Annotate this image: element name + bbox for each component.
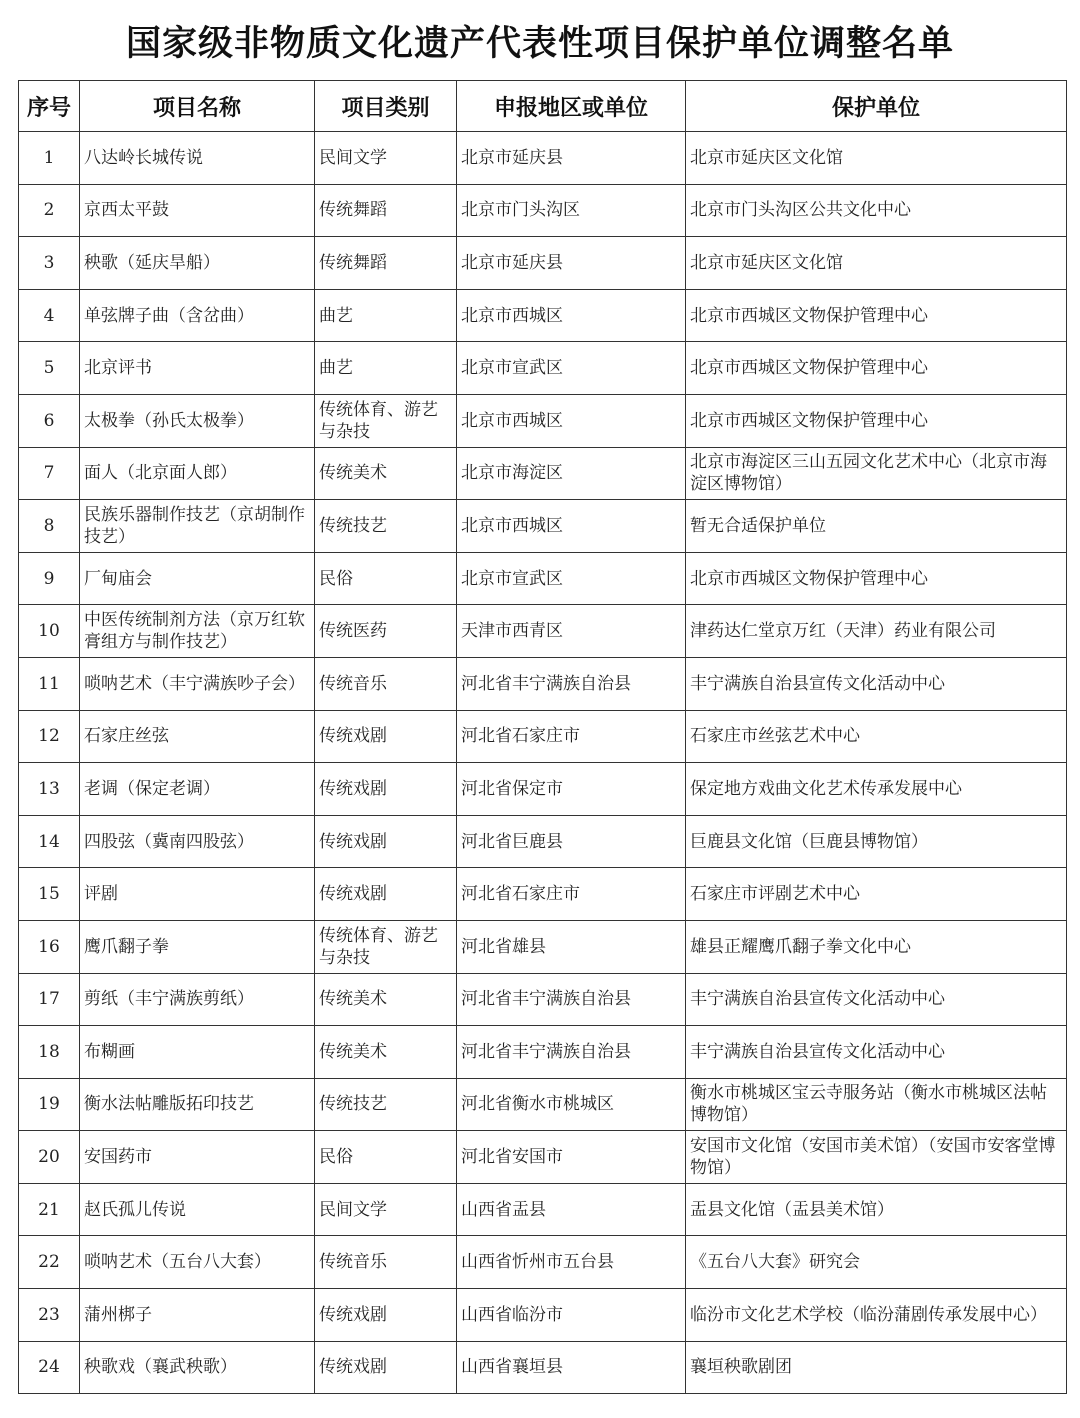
cell-protection-unit: 北京市西城区文物保护管理中心 [686, 342, 1067, 395]
cell-serial: 23 [19, 1289, 80, 1342]
cell-project-category: 曲艺 [315, 289, 457, 342]
table-row [19, 289, 1067, 342]
header-serial: 序号 [19, 81, 80, 132]
cell-serial: 8 [19, 500, 80, 553]
cell-protection-unit: 石家庄市丝弦艺术中心 [686, 710, 1067, 763]
cell-project-name: 八达岭长城传说 [80, 132, 315, 185]
cell-region: 山西省忻州市五台县 [457, 1236, 686, 1289]
cell-project-name: 赵氏孤儿传说 [80, 1183, 315, 1236]
table-row [19, 342, 1067, 395]
cell-region: 北京市宣武区 [457, 342, 686, 395]
table-row [19, 500, 1067, 553]
cell-project-category: 传统美术 [315, 447, 457, 500]
cell-project-name: 民族乐器制作技艺（京胡制作技艺） [80, 500, 315, 553]
cell-project-name: 北京评书 [80, 342, 315, 395]
cell-protection-unit: 北京市西城区文物保护管理中心 [686, 552, 1067, 605]
table-row [19, 394, 1067, 447]
cell-region: 河北省衡水市桃城区 [457, 1078, 686, 1131]
cell-project-category: 传统戏剧 [315, 868, 457, 921]
table-row [19, 1341, 1067, 1394]
cell-serial: 21 [19, 1183, 80, 1236]
cell-project-category: 传统美术 [315, 973, 457, 1026]
cell-protection-unit: 石家庄市评剧艺术中心 [686, 868, 1067, 921]
cell-region: 河北省丰宁满族自治县 [457, 657, 686, 710]
cell-protection-unit: 雄县正耀鹰爪翻子拳文化中心 [686, 920, 1067, 973]
cell-protection-unit: 北京市门头沟区公共文化中心 [686, 184, 1067, 237]
cell-project-category: 传统舞蹈 [315, 184, 457, 237]
table-header-row [19, 81, 1067, 132]
cell-project-name: 四股弦（冀南四股弦） [80, 815, 315, 868]
table-row [19, 920, 1067, 973]
table-row [19, 1183, 1067, 1236]
cell-serial: 19 [19, 1078, 80, 1131]
table-row [19, 1289, 1067, 1342]
cell-serial: 3 [19, 237, 80, 290]
cell-region: 山西省盂县 [457, 1183, 686, 1236]
cell-serial: 1 [19, 132, 80, 185]
cell-protection-unit: 津药达仁堂京万红（天津）药业有限公司 [686, 605, 1067, 658]
cell-protection-unit: 保定地方戏曲文化艺术传承发展中心 [686, 763, 1067, 816]
cell-project-name: 唢呐艺术（五台八大套） [80, 1236, 315, 1289]
cell-project-category: 传统体育、游艺与杂技 [315, 920, 457, 973]
cell-region: 天津市西青区 [457, 605, 686, 658]
cell-serial: 2 [19, 184, 80, 237]
cell-project-category: 传统医药 [315, 605, 457, 658]
cell-project-name: 中医传统制剂方法（京万红软膏组方与制作技艺） [80, 605, 315, 658]
cell-project-name: 秧歌（延庆旱船） [80, 237, 315, 290]
cell-region: 河北省保定市 [457, 763, 686, 816]
table-row [19, 815, 1067, 868]
cell-serial: 7 [19, 447, 80, 500]
cell-project-name: 单弦牌子曲（含岔曲） [80, 289, 315, 342]
cell-serial: 11 [19, 657, 80, 710]
cell-protection-unit: 盂县文化馆（盂县美术馆） [686, 1183, 1067, 1236]
cell-project-category: 传统体育、游艺与杂技 [315, 394, 457, 447]
cell-project-category: 传统音乐 [315, 1236, 457, 1289]
cell-protection-unit: 巨鹿县文化馆（巨鹿县博物馆） [686, 815, 1067, 868]
cell-serial: 14 [19, 815, 80, 868]
cell-protection-unit: 北京市海淀区三山五园文化艺术中心（北京市海淀区博物馆） [686, 447, 1067, 500]
cell-region: 北京市延庆县 [457, 132, 686, 185]
header-project-category: 项目类别 [315, 81, 457, 132]
table-row [19, 605, 1067, 658]
table-row [19, 184, 1067, 237]
cell-protection-unit: 安国市文化馆（安国市美术馆）（安国市安客堂博物馆） [686, 1131, 1067, 1184]
cell-project-name: 唢呐艺术（丰宁满族吵子会） [80, 657, 315, 710]
cell-serial: 13 [19, 763, 80, 816]
cell-project-category: 传统戏剧 [315, 815, 457, 868]
cell-project-name: 太极拳（孙氏太极拳） [80, 394, 315, 447]
cell-region: 河北省石家庄市 [457, 710, 686, 763]
cell-project-name: 石家庄丝弦 [80, 710, 315, 763]
table-row [19, 1236, 1067, 1289]
cell-region: 河北省丰宁满族自治县 [457, 1026, 686, 1079]
cell-project-category: 民间文学 [315, 132, 457, 185]
cell-project-name: 剪纸（丰宁满族剪纸） [80, 973, 315, 1026]
header-project-name: 项目名称 [80, 81, 315, 132]
cell-serial: 4 [19, 289, 80, 342]
table-body [19, 132, 1067, 1394]
cell-serial: 24 [19, 1341, 80, 1394]
cell-serial: 22 [19, 1236, 80, 1289]
cell-protection-unit: 暂无合适保护单位 [686, 500, 1067, 553]
cell-project-category: 民间文学 [315, 1183, 457, 1236]
cell-serial: 6 [19, 394, 80, 447]
table-row [19, 1026, 1067, 1079]
cell-project-category: 传统技艺 [315, 500, 457, 553]
cell-region: 山西省襄垣县 [457, 1341, 686, 1394]
cell-protection-unit: 襄垣秧歌剧团 [686, 1341, 1067, 1394]
table-row [19, 973, 1067, 1026]
cell-serial: 20 [19, 1131, 80, 1184]
cell-region: 河北省丰宁满族自治县 [457, 973, 686, 1026]
cell-serial: 17 [19, 973, 80, 1026]
cell-serial: 16 [19, 920, 80, 973]
cell-protection-unit: 北京市西城区文物保护管理中心 [686, 394, 1067, 447]
cell-protection-unit: 北京市延庆区文化馆 [686, 237, 1067, 290]
document-title: 国家级非物质文化遗产代表性项目保护单位调整名单 [125, 24, 954, 64]
cell-project-name: 衡水法帖雕版拓印技艺 [80, 1078, 315, 1131]
cell-serial: 12 [19, 710, 80, 763]
cell-serial: 15 [19, 868, 80, 921]
header-region: 申报地区或单位 [457, 81, 686, 132]
cell-project-category: 传统戏剧 [315, 1341, 457, 1394]
table-row [19, 710, 1067, 763]
cell-protection-unit: 北京市西城区文物保护管理中心 [686, 289, 1067, 342]
cell-project-name: 鹰爪翻子拳 [80, 920, 315, 973]
table-row [19, 1078, 1067, 1131]
cell-project-name: 京西太平鼓 [80, 184, 315, 237]
cell-project-name: 蒲州梆子 [80, 1289, 315, 1342]
cell-project-name: 评剧 [80, 868, 315, 921]
cell-project-category: 民俗 [315, 552, 457, 605]
table-row [19, 763, 1067, 816]
cell-region: 河北省巨鹿县 [457, 815, 686, 868]
cell-project-name: 布糊画 [80, 1026, 315, 1079]
table-row [19, 552, 1067, 605]
cell-protection-unit: 丰宁满族自治县宣传文化活动中心 [686, 1026, 1067, 1079]
header-protection-unit: 保护单位 [686, 81, 1067, 132]
cell-protection-unit: 北京市延庆区文化馆 [686, 132, 1067, 185]
cell-project-name: 厂甸庙会 [80, 552, 315, 605]
cell-project-category: 传统舞蹈 [315, 237, 457, 290]
table-row [19, 868, 1067, 921]
cell-protection-unit: 丰宁满族自治县宣传文化活动中心 [686, 973, 1067, 1026]
table-row [19, 237, 1067, 290]
cell-protection-unit: 《五台八大套》研究会 [686, 1236, 1067, 1289]
cell-protection-unit: 临汾市文化艺术学校（临汾蒲剧传承发展中心） [686, 1289, 1067, 1342]
cell-project-category: 传统音乐 [315, 657, 457, 710]
cell-region: 北京市门头沟区 [457, 184, 686, 237]
cell-serial: 9 [19, 552, 80, 605]
cell-region: 北京市西城区 [457, 289, 686, 342]
table-row [19, 132, 1067, 185]
cell-project-category: 传统戏剧 [315, 763, 457, 816]
cell-protection-unit: 丰宁满族自治县宣传文化活动中心 [686, 657, 1067, 710]
table-row [19, 1131, 1067, 1184]
cell-project-name: 老调（保定老调） [80, 763, 315, 816]
cell-project-category: 曲艺 [315, 342, 457, 395]
table-row [19, 657, 1067, 710]
cell-protection-unit: 衡水市桃城区宝云寺服务站（衡水市桃城区法帖博物馆） [686, 1078, 1067, 1131]
cell-region: 北京市西城区 [457, 500, 686, 553]
cell-project-category: 民俗 [315, 1131, 457, 1184]
cell-region: 河北省雄县 [457, 920, 686, 973]
cell-serial: 10 [19, 605, 80, 658]
cell-serial: 5 [19, 342, 80, 395]
cell-project-category: 传统戏剧 [315, 710, 457, 763]
table-row [19, 447, 1067, 500]
cell-project-category: 传统戏剧 [315, 1289, 457, 1342]
cell-project-name: 面人（北京面人郎） [80, 447, 315, 500]
cell-region: 河北省石家庄市 [457, 868, 686, 921]
cell-region: 山西省临汾市 [457, 1289, 686, 1342]
cell-region: 北京市宣武区 [457, 552, 686, 605]
cell-serial: 18 [19, 1026, 80, 1079]
cell-project-category: 传统美术 [315, 1026, 457, 1079]
cell-region: 河北省安国市 [457, 1131, 686, 1184]
heritage-table [18, 80, 1067, 1394]
cell-region: 北京市延庆县 [457, 237, 686, 290]
cell-project-name: 安国药市 [80, 1131, 315, 1184]
cell-region: 北京市海淀区 [457, 447, 686, 500]
cell-project-name: 秧歌戏（襄武秧歌） [80, 1341, 315, 1394]
cell-region: 北京市西城区 [457, 394, 686, 447]
cell-project-category: 传统技艺 [315, 1078, 457, 1131]
